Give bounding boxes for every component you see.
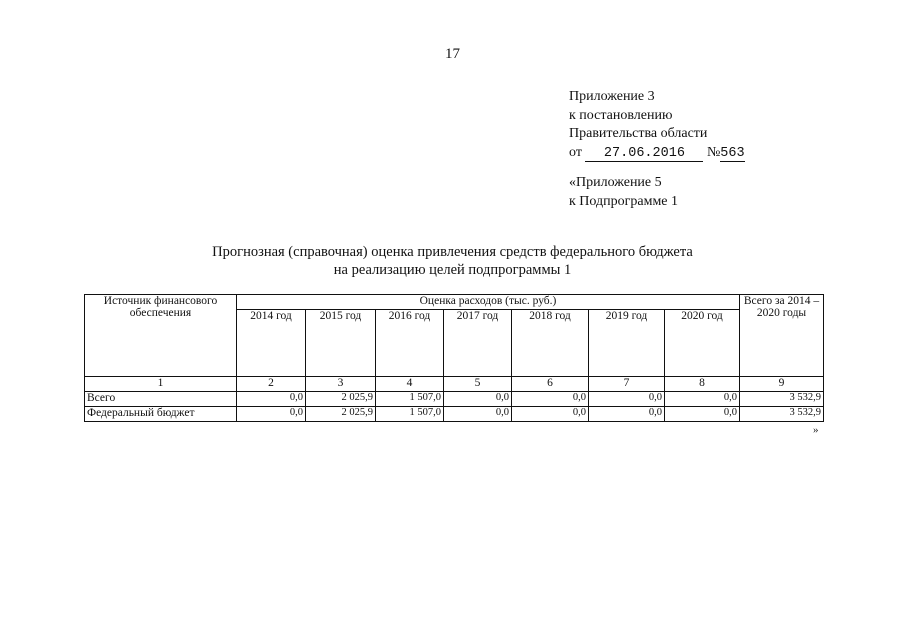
source-header: Источник финансового обеспечения [85, 295, 237, 377]
resolution-date: 27.06.2016 [585, 147, 703, 162]
table-row [85, 392, 824, 407]
column-number: 6 [512, 377, 589, 392]
table-cell: 0,0 [444, 392, 512, 407]
from-label: от [569, 144, 582, 160]
document-title [0, 243, 905, 279]
table-cell: 0,0 [512, 407, 589, 422]
table-cell: 0,0 [512, 392, 589, 407]
year-header: 2017 год [444, 310, 512, 377]
title-line-2: на реализацию целей подпрограммы 1 [333, 262, 572, 278]
table-cell: 3 532,9 [740, 392, 824, 407]
page-number: 17 [445, 46, 460, 62]
table-cell: 0,0 [665, 392, 740, 407]
column-number: 5 [444, 377, 512, 392]
appendix-block [569, 88, 745, 162]
total-header: Всего за 2014 – 2020 годы [740, 295, 824, 377]
column-number: 3 [306, 377, 376, 392]
year-header: 2015 год [306, 310, 376, 377]
year-header: 2014 год [237, 310, 306, 377]
estimate-header: Оценка расходов (тыс. руб.) [237, 295, 740, 310]
table-cell: 3 532,9 [740, 407, 824, 422]
appendix-line-2: к постановлению [569, 107, 673, 123]
table-cell: 1 507,0 [376, 392, 444, 407]
appendix-date-line [569, 144, 745, 163]
year-header: 2019 год [589, 310, 665, 377]
appendix-line-1: Приложение 3 [569, 89, 655, 104]
table-header-row [85, 295, 824, 310]
appendix-ref-line-1: «Приложение 5 [569, 175, 662, 190]
column-number: 4 [376, 377, 444, 392]
table-cell: 1 507,0 [376, 407, 444, 422]
table-row [85, 407, 824, 422]
table-cell: 0,0 [589, 407, 665, 422]
budget-table [84, 294, 824, 422]
appendix-ref-line-2: к Подпрограмме 1 [569, 193, 679, 209]
column-number: 1 [85, 377, 237, 392]
table-cell: 2 025,9 [306, 407, 376, 422]
column-number: 9 [740, 377, 824, 392]
resolution-number: 563 [720, 145, 745, 161]
table-cell: 0,0 [589, 392, 665, 407]
table-cell: 2 025,9 [306, 392, 376, 407]
table-cell: 0,0 [237, 392, 306, 407]
closing-quote: » [813, 424, 819, 436]
year-header: 2018 год [512, 310, 589, 377]
number-sign: № [706, 144, 721, 160]
table-cell: 0,0 [665, 407, 740, 422]
row-label: Федеральный бюджет [85, 407, 237, 422]
column-number-row [85, 377, 824, 392]
year-header: 2016 год [376, 310, 444, 377]
row-label: Всего [85, 392, 237, 407]
column-number: 8 [665, 377, 740, 392]
year-header: 2020 год [665, 310, 740, 377]
table-cell: 0,0 [444, 407, 512, 422]
title-line-1: Прогнозная (справочная) оценка привлечения средств федерального бюджета [212, 244, 693, 260]
column-number: 7 [589, 377, 665, 392]
table-cell: 0,0 [237, 407, 306, 422]
column-number: 2 [237, 377, 306, 392]
appendix-reference-block [569, 174, 678, 211]
appendix-line-3: Правительства области [569, 126, 708, 141]
